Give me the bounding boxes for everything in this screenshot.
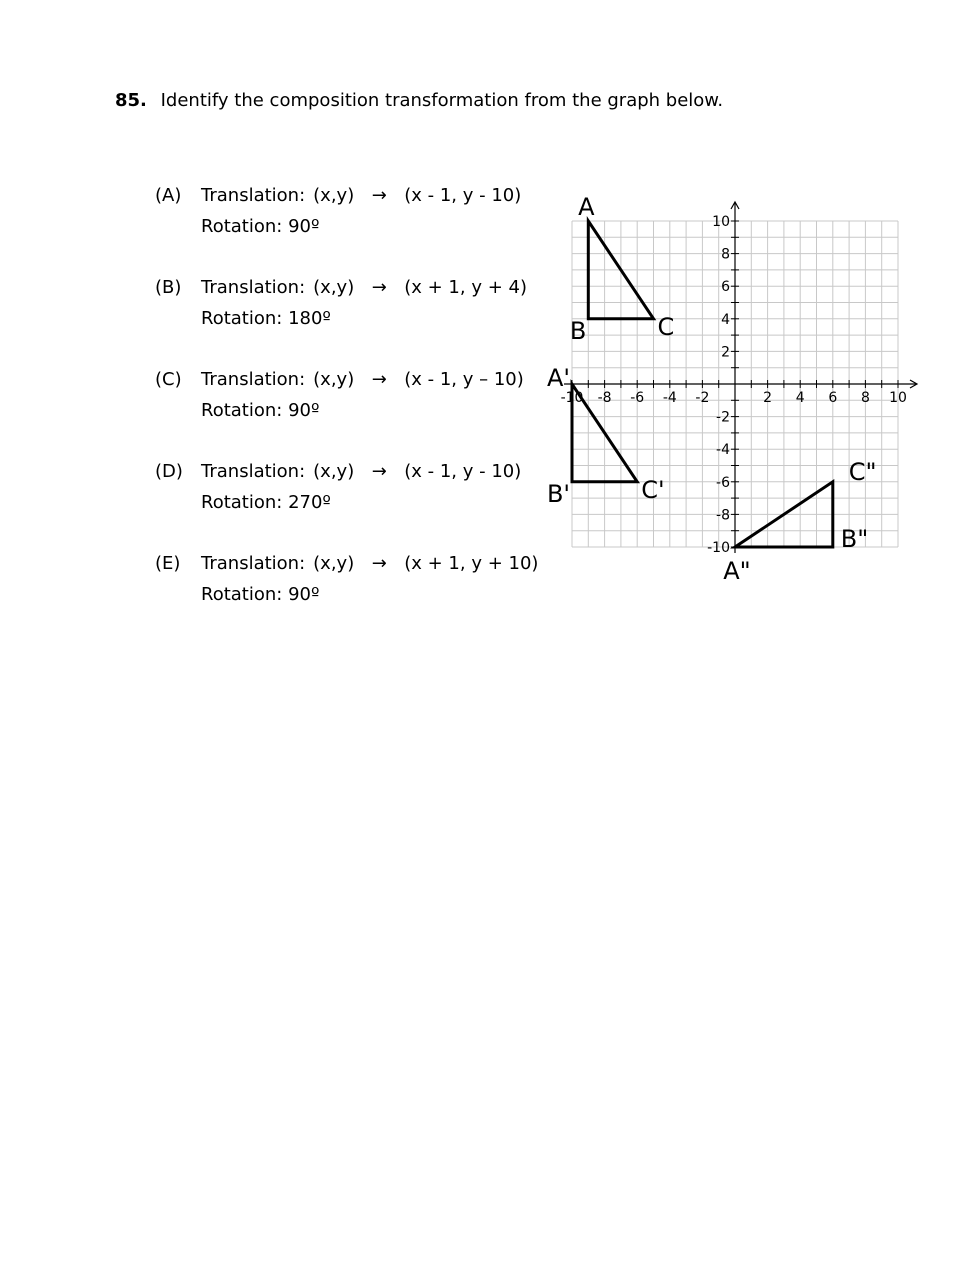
x-tick-label: 8 (860, 390, 870, 406)
point-label: A" (723, 557, 751, 585)
translation-from: (x,y) (313, 369, 355, 390)
x-tick-label: 6 (828, 390, 838, 406)
point-label: C' (641, 475, 665, 504)
point-label: A (578, 193, 595, 221)
point-labels (547, 193, 877, 585)
translation-to: (x - 1, y - 10) (404, 185, 522, 206)
choice-letter: (C) (155, 369, 182, 390)
point-label: B' (546, 479, 570, 508)
point-label: B" (840, 525, 869, 553)
translation-to: (x + 1, y + 4) (404, 277, 527, 298)
choice-b[interactable] (155, 272, 527, 334)
choice-a[interactable] (155, 180, 521, 242)
rotation-text: Rotation: 90º (201, 216, 320, 237)
point-label: C" (848, 457, 877, 486)
translation-to: (x - 1, y - 10) (404, 461, 522, 482)
y-tick-label: 4 (721, 311, 730, 328)
arrow-icon: → (371, 553, 387, 574)
translation-label: Translation: (201, 277, 306, 298)
axes (564, 202, 917, 553)
point-label: C (657, 312, 675, 341)
y-tick-label: 10 (712, 214, 730, 230)
y-tick-label: -6 (716, 474, 730, 491)
x-tick-label: -4 (662, 390, 677, 406)
arrow-icon: → (371, 185, 387, 206)
translation-from: (x,y) (313, 185, 355, 206)
question-text: Identify the composition transformation from the graph below. (160, 90, 724, 111)
translation-label: Translation: (201, 553, 306, 574)
translation-from: (x,y) (313, 277, 355, 298)
rotation-text: Rotation: 90º (201, 584, 320, 605)
x-tick-label: -6 (630, 390, 645, 406)
y-tick-label: 6 (721, 279, 730, 296)
y-tick-label: 8 (721, 246, 730, 263)
choice-letter: (D) (155, 461, 183, 482)
translation-to: (x - 1, y – 10) (404, 369, 524, 390)
question (115, 90, 723, 111)
tick-labels (561, 214, 907, 556)
x-tick-label: 10 (889, 390, 907, 406)
x-tick-label: 2 (763, 390, 773, 406)
y-tick-label: -8 (716, 507, 730, 524)
y-tick-label: -4 (716, 442, 730, 459)
x-tick-label: -8 (597, 390, 612, 406)
point-label: A' (546, 364, 570, 392)
choice-e[interactable] (155, 548, 538, 610)
x-tick-label: -10 (560, 390, 584, 406)
x-tick-label: -2 (695, 390, 710, 406)
choice-letter: (E) (155, 553, 181, 574)
translation-from: (x,y) (313, 461, 355, 482)
translation-to: (x + 1, y + 10) (404, 553, 539, 574)
rotation-text: Rotation: 270º (201, 492, 331, 513)
arrow-icon: → (371, 369, 387, 390)
rotation-text: Rotation: 90º (201, 400, 320, 421)
coordinate-graph (540, 180, 940, 590)
translation-label: Translation: (201, 185, 306, 206)
choice-letter: (A) (155, 185, 182, 206)
choice-letter: (B) (155, 277, 182, 298)
translation-label: Translation: (201, 461, 306, 482)
arrow-icon: → (371, 461, 387, 482)
translation-label: Translation: (201, 369, 306, 390)
choice-c[interactable] (155, 364, 524, 426)
point-label: B (569, 316, 587, 345)
y-tick-label: -2 (716, 409, 730, 426)
x-tick-label: 4 (795, 390, 805, 406)
translation-from: (x,y) (313, 553, 355, 574)
rotation-text: Rotation: 180º (201, 308, 331, 329)
y-tick-label: 2 (721, 344, 730, 361)
arrow-icon: → (371, 277, 387, 298)
choice-d[interactable] (155, 456, 521, 518)
question-number: 85. (115, 90, 147, 111)
y-tick-label: -10 (707, 540, 730, 556)
